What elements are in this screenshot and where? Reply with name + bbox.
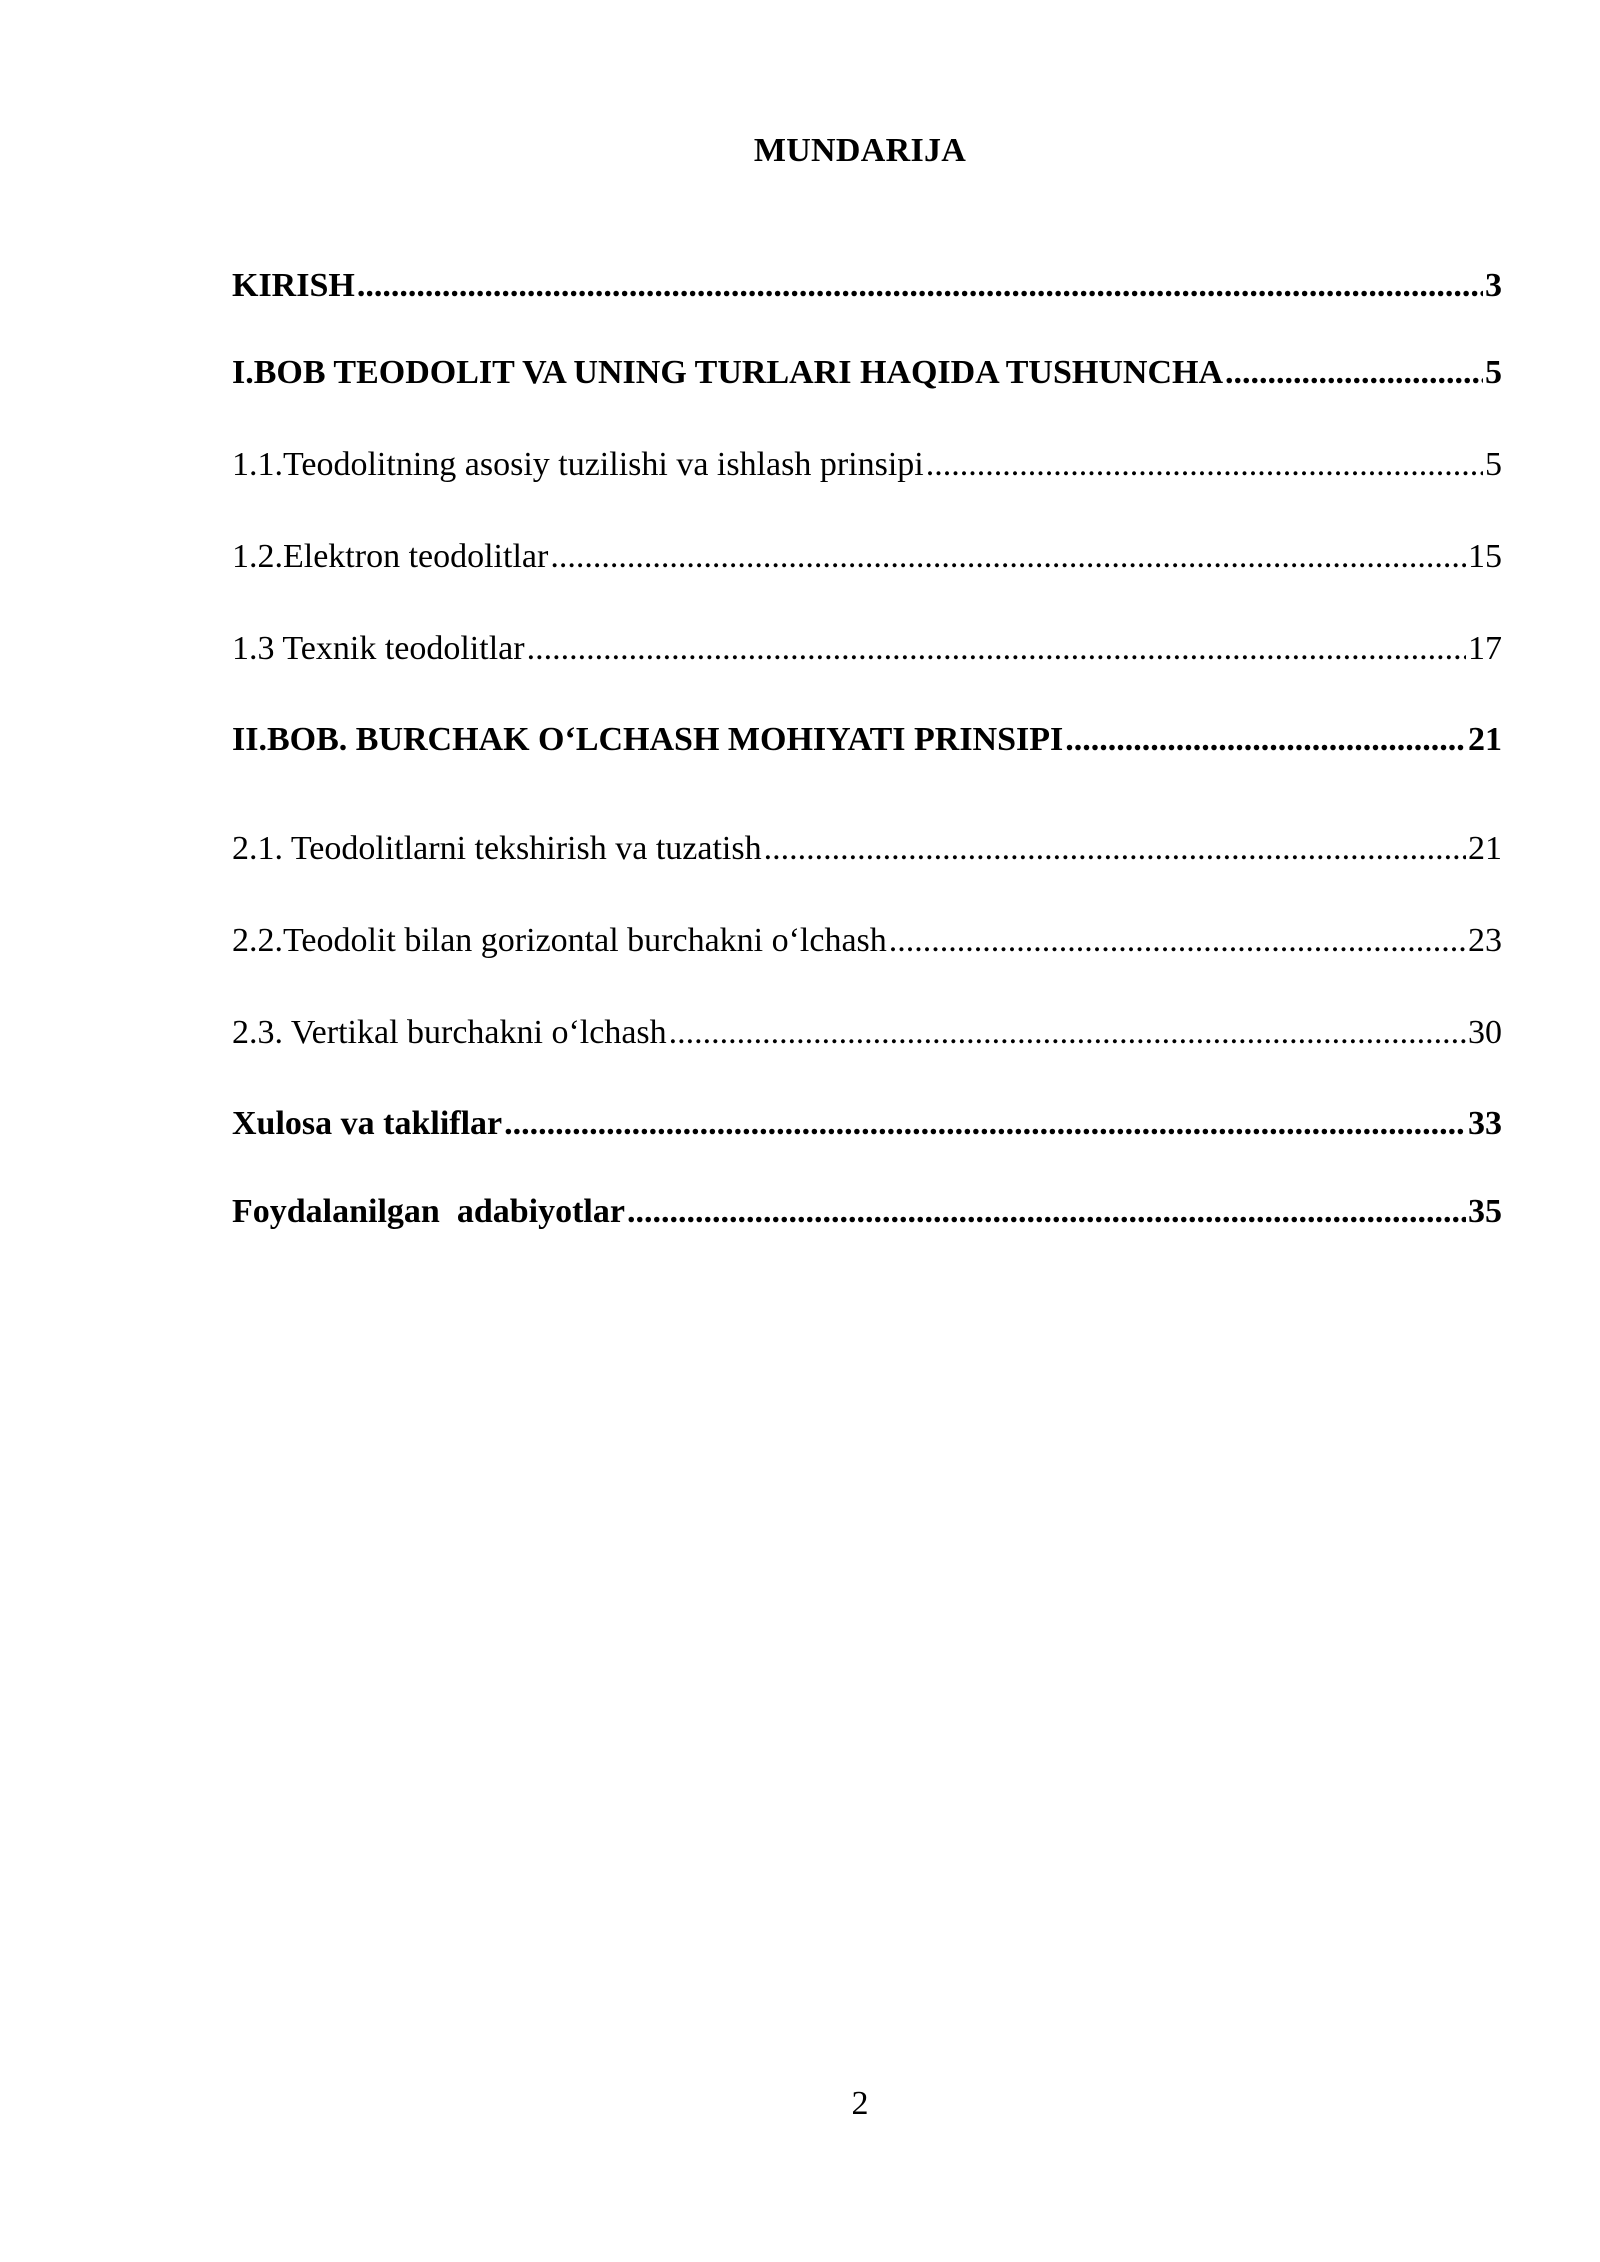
toc-entry-page: 17	[1468, 630, 1502, 667]
dot-leader	[357, 264, 1483, 308]
toc-entry-page: 15	[1468, 538, 1502, 575]
toc-entry-page: 23	[1468, 922, 1502, 959]
toc-entry-page: 35	[1468, 1193, 1502, 1230]
dot-leader	[889, 919, 1466, 963]
toc-entry-chapter-2[interactable]	[232, 718, 1502, 762]
toc-entry-kirish[interactable]	[232, 264, 1502, 308]
toc-entry-label: II.BOB. BURCHAK O‘LCHASH MOHIYATI PRINSIPI	[232, 721, 1064, 758]
dot-leader	[764, 827, 1466, 871]
toc-entry-label: 1.2.Elektron teodolitlar	[232, 538, 549, 575]
toc-entry-page: 33	[1468, 1105, 1502, 1142]
toc-entry-section-2-1[interactable]	[232, 827, 1502, 871]
dot-leader	[627, 1190, 1466, 1234]
toc-entry-page: 21	[1468, 721, 1502, 758]
toc-entry-section-2-2[interactable]	[232, 919, 1502, 963]
toc-entry-section-1-3[interactable]	[232, 627, 1502, 671]
dot-leader	[669, 1011, 1466, 1055]
toc-entry-label: 1.1.Teodolitning asosiy tuzilishi va ishlash prinsipi	[232, 446, 924, 483]
page-title: MUNDARIJA	[753, 132, 967, 169]
dot-leader	[1065, 718, 1466, 762]
dot-leader	[926, 443, 1483, 487]
toc-entry-label: Xulosa va takliflar	[232, 1105, 503, 1142]
dot-leader	[527, 627, 1466, 671]
dot-leader	[550, 535, 1466, 579]
toc-entry-chapter-1[interactable]	[232, 351, 1502, 395]
toc-entry-label: 1.3 Texnik teodolitlar	[232, 630, 525, 667]
toc-entry-page: 30	[1468, 1014, 1502, 1051]
toc-entry-page: 21	[1468, 830, 1502, 867]
toc-entry-label: 2.3. Vertikal burchakni o‘lchash	[232, 1014, 667, 1051]
toc-entry-label: I.BOB TEODOLIT VA UNING TURLARI HAQIDA TUSHUNCHA	[232, 354, 1223, 391]
toc-entry-page: 5	[1485, 354, 1502, 391]
page-number: 2	[851, 2085, 869, 2122]
toc-entry-section-2-3[interactable]	[232, 1011, 1502, 1055]
toc-entry-label: 2.2.Teodolit bilan gorizontal burchakni o‘lchash	[232, 922, 887, 959]
toc-entry-page: 3	[1485, 267, 1502, 304]
toc-entry-label: 2.1. Teodolitlarni tekshirish va tuzatish	[232, 830, 762, 867]
toc-entry-label: Foydalanilgan adabiyotlar	[232, 1193, 625, 1230]
dot-leader	[504, 1102, 1466, 1146]
toc-entry-section-1-1[interactable]	[232, 443, 1502, 487]
toc-entry-conclusion[interactable]	[232, 1102, 1502, 1146]
toc-entry-page: 5	[1485, 446, 1502, 483]
table-of-contents	[232, 0, 1502, 2262]
dot-leader	[1225, 351, 1483, 395]
toc-entry-references[interactable]	[232, 1190, 1502, 1234]
toc-entry-label: KIRISH	[232, 267, 355, 304]
toc-entry-section-1-2[interactable]	[232, 535, 1502, 579]
